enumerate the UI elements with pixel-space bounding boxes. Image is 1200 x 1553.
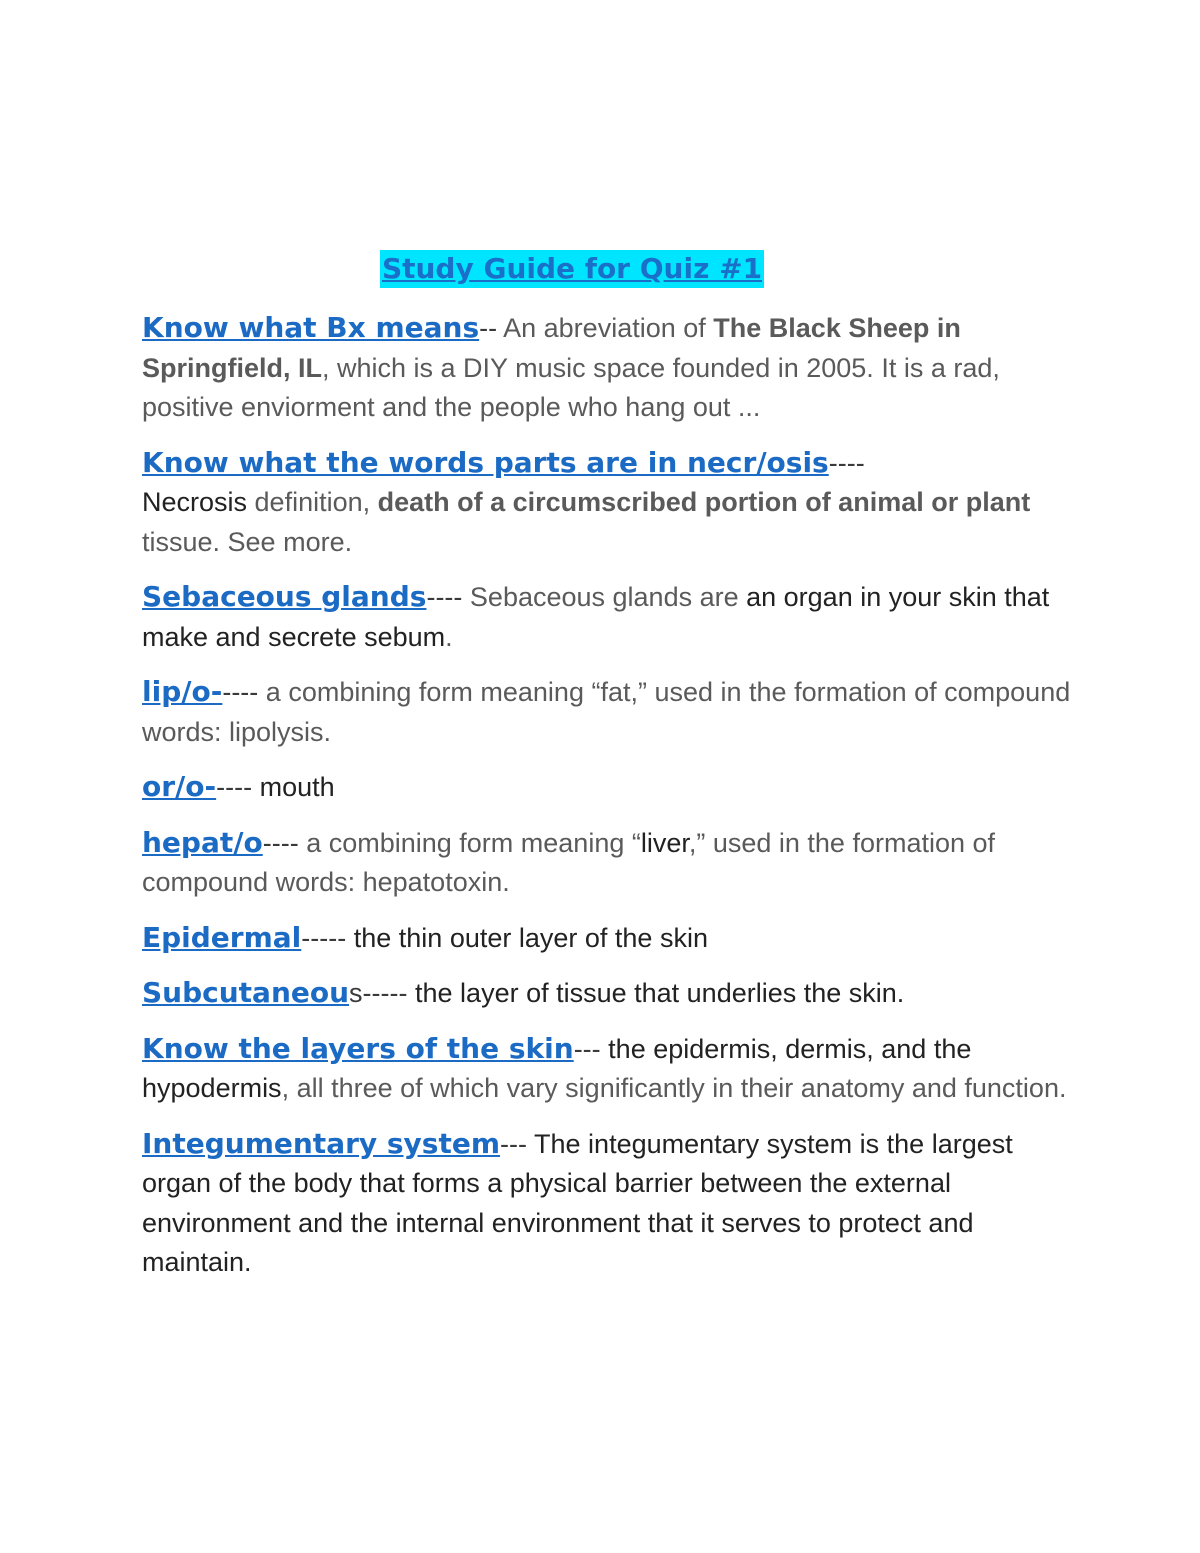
title-row (142, 250, 1072, 294)
entry-necrosis (142, 443, 1072, 563)
entry-term: Know what the words parts are in necr/osis (142, 445, 829, 479)
entry-text: An abreviation (503, 313, 684, 343)
entry-epidermal (142, 918, 1072, 959)
entry-term: or/o- (142, 770, 217, 803)
entry-text-bold: death of a circumscribed portion of animal or plant (377, 487, 1031, 517)
entry-term: Sebaceous glands (142, 580, 427, 613)
entry-text: the epidermis, dermis, and the hypodermis (142, 1033, 972, 1103)
entry-separator: --- (500, 1128, 535, 1159)
entry-oro (142, 767, 1072, 808)
entry-term: hepat/o (142, 825, 263, 859)
entry-term: Know the layers of the skin (142, 1031, 574, 1065)
entry-term: lip/o- (142, 675, 223, 708)
entry-text: The integumentary system is the largest organ of the body that forms a physical barrier between the external environment and the internal environment that it serves to protect and maintain. (142, 1128, 1013, 1277)
entry-text: mouth (259, 772, 335, 802)
entry-separator: s----- (349, 978, 416, 1008)
entry-separator: ---- (426, 582, 470, 612)
entry-term: Integumentary system (142, 1126, 501, 1160)
entry-term: Subcutaneou (142, 976, 350, 1009)
entry-text: the layer of tissue that underlies the skin. (415, 978, 905, 1008)
entry-lipo (142, 672, 1072, 752)
entry-text: a combining form meaning “fat,” used in the formation of compound words: lipolysis. (142, 677, 1071, 747)
entry-term: Epidermal (142, 920, 302, 954)
entry-text: of (683, 313, 714, 343)
entry-text-bold: The Black Sheep in Springfield, IL (142, 313, 961, 383)
entry-text: , which is a DIY music space founded in 2005. It is a rad, positive enviorment and the people who hang out ... (142, 352, 1000, 422)
entry-text: Necrosis (142, 487, 248, 517)
entry-bx (142, 308, 1072, 428)
document-page (142, 250, 1072, 1298)
entry-text: a combining form meaning “ (306, 827, 641, 858)
entry-text: the thin outer layer of the skin (353, 922, 708, 953)
entry-separator: --- (573, 1033, 609, 1064)
entry-sebaceous (142, 577, 1072, 657)
entry-separator: ----- (301, 922, 354, 953)
entry-subcutaneous (142, 973, 1072, 1014)
entry-integumentary (142, 1124, 1072, 1283)
entry-separator: ---- (262, 827, 307, 858)
entry-term: Know what Bx means (142, 311, 480, 344)
entry-text: . (445, 621, 453, 652)
entry-separator: ---- (216, 772, 260, 802)
entry-text: an organ in your skin that make and secrete sebum (142, 582, 1050, 652)
entry-text: , all three of which vary significantly in their anatomy and function. (281, 1073, 1067, 1103)
page-title: Study Guide for Quiz #1 (380, 250, 764, 288)
entry-text: liver (640, 827, 689, 858)
entry-text: Sebaceous glands are (469, 582, 747, 612)
entry-text: definition, (247, 487, 378, 517)
entry-separator: ---- (828, 447, 865, 478)
entry-text: ,” used in the formation of compound words: hepatotoxin. (142, 827, 996, 897)
entry-hepato (142, 823, 1072, 903)
entry-skin-layers (142, 1029, 1072, 1109)
entry-text: tissue. See more. (142, 526, 353, 557)
entry-separator: -- (479, 313, 504, 343)
entry-separator: ---- (222, 677, 266, 707)
